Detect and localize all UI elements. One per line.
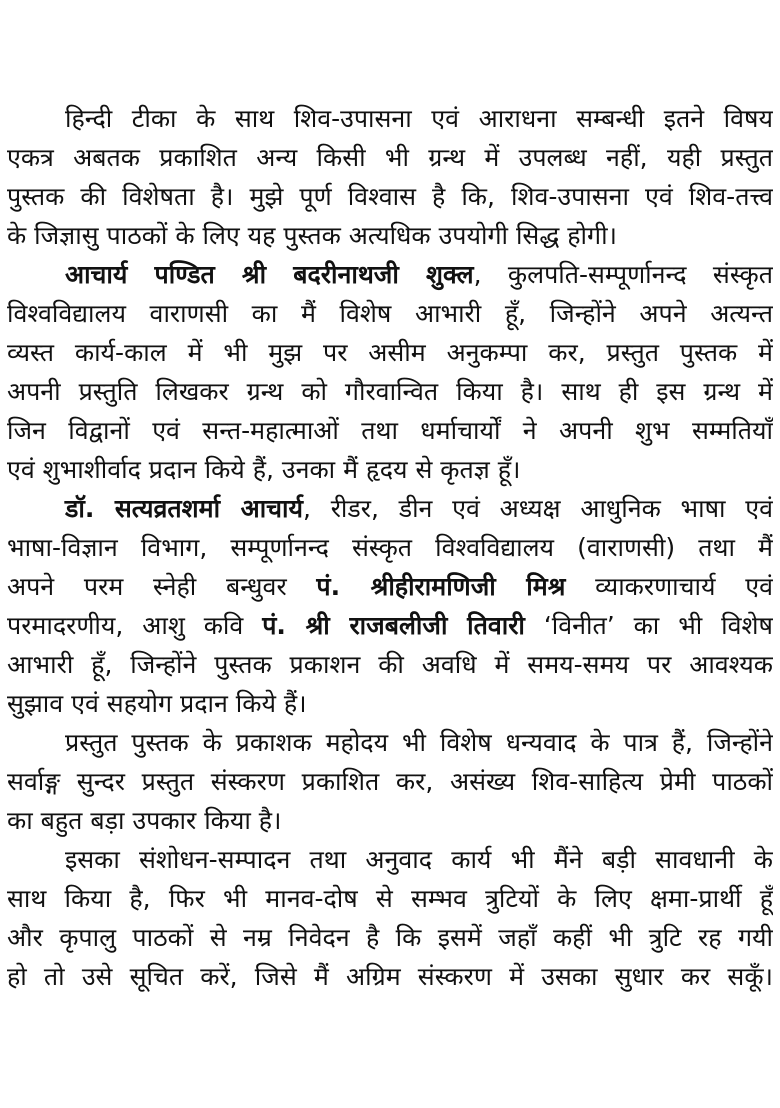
bold-name-text: डॉ. सत्यव्रतशर्मा आचार्य bbox=[65, 494, 303, 523]
text-segment: ‘विनीत’ का भी विशेष bbox=[524, 611, 773, 640]
text-segment: इसका संशोधन-सम्पादन तथा अनुवाद कार्य भी मैंने बड़ी सावधानी के bbox=[65, 845, 773, 874]
document-page bbox=[7, 99, 773, 996]
paragraph bbox=[7, 255, 773, 489]
text-line bbox=[7, 840, 773, 879]
text-segment: सुझाव एवं सहयोग प्रदान किये हैं। bbox=[7, 689, 307, 718]
text-segment: विश्वविद्यालय वाराणसी का मैं विशेष आभारी हूँ, जिन्होंने अपने अत्यन्त bbox=[7, 299, 773, 328]
text-line bbox=[7, 216, 773, 255]
text-line bbox=[7, 177, 773, 216]
text-line bbox=[7, 567, 773, 606]
text-segment: परमादरणीय, आशु कवि bbox=[7, 611, 263, 640]
bold-name-text: आचार्य पण्डित श्री बदरीनाथजी शुक्ल bbox=[65, 260, 474, 289]
text-segment: , कुलपति-सम्पूर्णानन्द संस्कृत bbox=[473, 260, 773, 289]
text-segment: व्यस्त कार्य-काल में भी मुझ पर असीम अनुकम्पा कर, प्रस्तुत पुस्तक में bbox=[7, 338, 773, 367]
text-line bbox=[7, 99, 773, 138]
text-line bbox=[7, 489, 773, 528]
bold-name-text: पं. श्री राजबलीजी तिवारी bbox=[262, 611, 525, 640]
text-segment: एकत्र अबतक प्रकाशित अन्य किसी भी ग्रन्थ में उपलब्ध नहीं, यही प्रस्तुत bbox=[7, 143, 773, 172]
text-line bbox=[7, 411, 773, 450]
text-segment: जिन विद्वानों एवं सन्त-महात्माओं तथा धर्माचार्यों ने अपनी शुभ सम्मतियाँ bbox=[7, 416, 773, 445]
text-line bbox=[7, 372, 773, 411]
text-segment: भाषा-विज्ञान विभाग, सम्पूर्णानन्द संस्कृत विश्वविद्यालय (वाराणसी) तथा मैं bbox=[7, 533, 773, 562]
text-segment: एवं शुभाशीर्वाद प्रदान किये हैं, उनका मैं हृदय से कृतज्ञ हूँ। bbox=[7, 455, 521, 484]
text-line bbox=[7, 957, 773, 996]
text-segment: के जिज्ञासु पाठकों के लिए यह पुस्तक अत्यधिक उपयोगी सिद्ध होगी। bbox=[7, 221, 618, 250]
paragraph bbox=[7, 840, 773, 996]
text-line bbox=[7, 918, 773, 957]
paragraph bbox=[7, 99, 773, 255]
text-line bbox=[7, 723, 773, 762]
bold-name-text: पं. श्रीहीरामणिजी मिश्र bbox=[316, 572, 566, 601]
text-line bbox=[7, 333, 773, 372]
text-segment: हिन्दी टीका के साथ शिव-उपासना एवं आराधना सम्बन्धी इतने विषय bbox=[65, 104, 773, 133]
text-segment: प्रस्तुत पुस्तक के प्रकाशक महोदय भी विशेष धन्यवाद के पात्र हैं, जिन्होंने bbox=[65, 728, 773, 757]
text-segment: आभारी हूँ, जिन्होंने पुस्तक प्रकाशन की अवधि में समय-समय पर आवश्यक bbox=[7, 650, 773, 679]
text-line bbox=[7, 684, 773, 723]
text-segment: साथ किया है, फिर भी मानव-दोष से सम्भव त्रुटियों के लिए क्षमा-प्रार्थी हूँ bbox=[7, 884, 773, 913]
text-line bbox=[7, 762, 773, 801]
text-line bbox=[7, 255, 773, 294]
text-line bbox=[7, 879, 773, 918]
text-segment: सर्वाङ्ग सुन्दर प्रस्तुत संस्करण प्रकाशित कर, असंख्य शिव-साहित्य प्रेमी पाठकों bbox=[7, 767, 773, 796]
text-segment: व्याकरणाचार्य एवं bbox=[565, 572, 773, 601]
text-segment: अपनी प्रस्तुति लिखकर ग्रन्थ को गौरवान्वित किया है। साथ ही इस ग्रन्थ में bbox=[7, 377, 773, 406]
text-line bbox=[7, 606, 773, 645]
text-segment: पुस्तक की विशेषता है। मुझे पूर्ण विश्वास है कि, शिव-उपासना एवं शिव-तत्त्व bbox=[7, 182, 773, 211]
paragraph bbox=[7, 489, 773, 723]
text-line bbox=[7, 138, 773, 177]
text-line bbox=[7, 528, 773, 567]
text-line bbox=[7, 294, 773, 333]
text-line bbox=[7, 450, 773, 489]
text-segment: हो तो उसे सूचित करें, जिसे मैं अग्रिम संस्करण में उसका सुधार कर सकूँ। bbox=[7, 962, 773, 991]
text-segment: , रीडर, डीन एवं अध्यक्ष आधुनिक भाषा एवं bbox=[303, 494, 773, 523]
text-segment: का बहुत बड़ा उपकार किया है। bbox=[7, 806, 282, 835]
text-segment: और कृपालु पाठकों से नम्र निवेदन है कि इसमें जहाँ कहीं भी त्रुटि रह गयी bbox=[7, 923, 773, 952]
text-line bbox=[7, 801, 773, 840]
text-segment: अपने परम स्नेही बन्धुवर bbox=[7, 572, 317, 601]
text-line bbox=[7, 645, 773, 684]
paragraph bbox=[7, 723, 773, 840]
